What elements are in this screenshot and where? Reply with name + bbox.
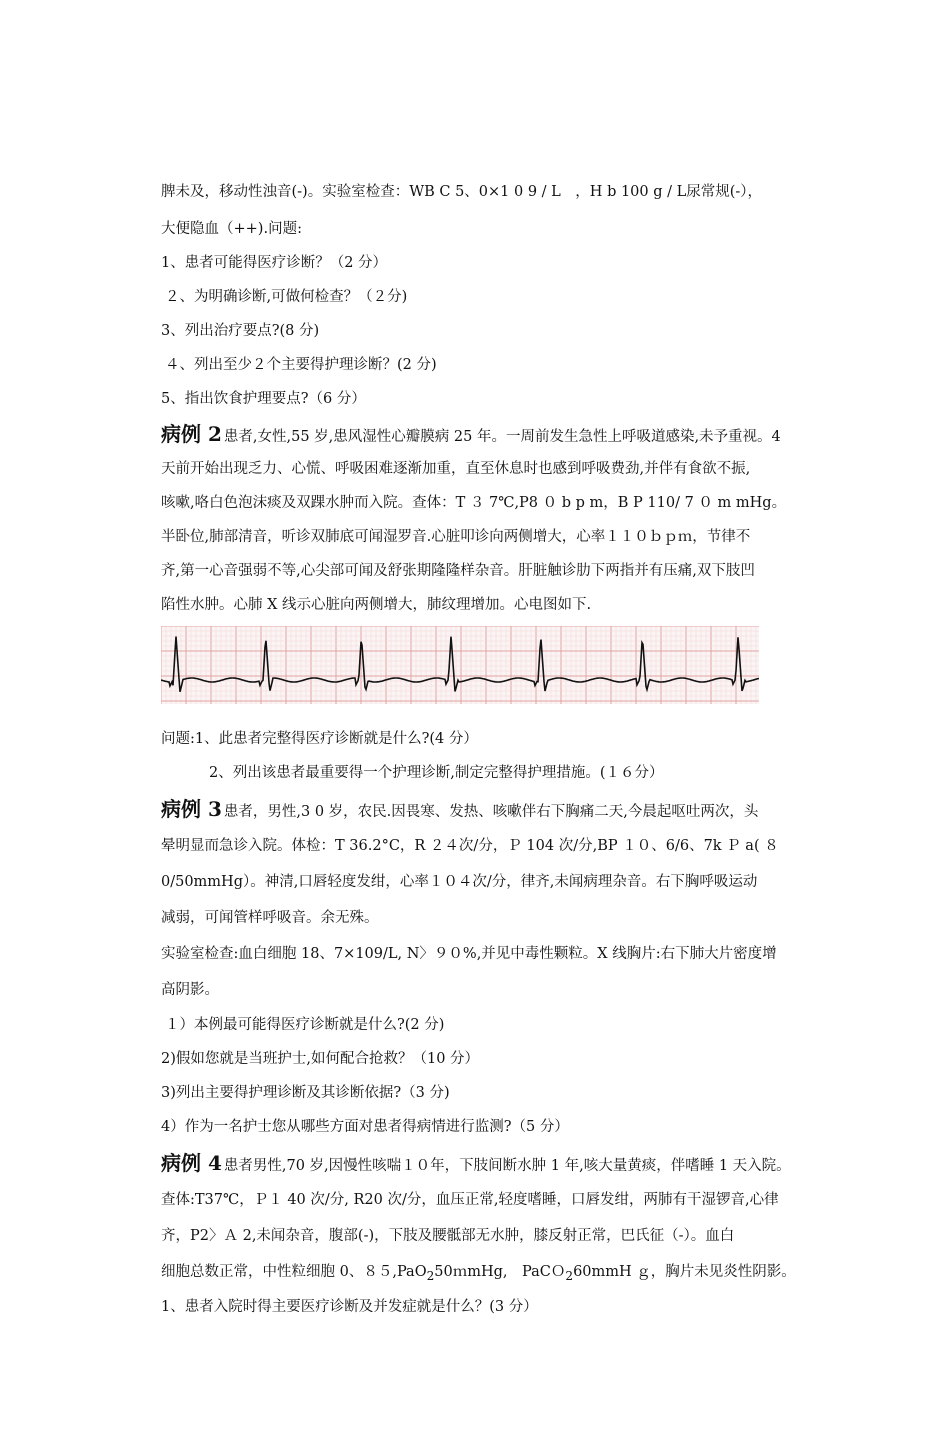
text-line: 咳嗽,咯白色泡沫痰及双踝水肿而入院。查体：T ３ 7℃,P8 ０ b p m，B P 110/ 7 ０ m mHg。 <box>161 495 787 511</box>
text-line: 查体:T37℃，Ｐ１ 40 次/分, R20 次/分，血压正常,轻度嗜睡，口唇发绀，两肺有干湿锣音,心律 <box>161 1192 779 1208</box>
case-2-first-line <box>161 416 831 452</box>
text-line: 高阴影。 <box>161 982 219 998</box>
question-line: 2)假如您就是当班护士,如何配合抢救？（10 分） <box>161 1051 480 1067</box>
document-page <box>161 172 831 1324</box>
question-line: 2、列出该患者最重要得一个护理诊断,制定完整得护理措施。(１６分） <box>209 765 664 781</box>
ecg-strip <box>161 626 759 704</box>
question-line: 1、患者可能得医疗诊断？（2 分） <box>161 255 388 271</box>
ecg-strip-image <box>161 626 759 704</box>
case-3-title: 病例 3 <box>161 797 222 821</box>
question-line: 3、列出治疗要点?(8 分) <box>161 323 320 339</box>
question-line: ４、列出至少２个主要得护理诊断？(2 分) <box>165 357 437 373</box>
question-line: 4）作为一名护士您从哪些方面对患者得病情进行监测?（5 分） <box>161 1119 569 1135</box>
text-line: 实验室检查:血白细胞 18、7×109/L, N〉９０%,并见中毒性颗粒。X 线胸片:右下肺大片密度增 <box>161 946 777 962</box>
case-4-title: 病例 4 <box>161 1151 222 1175</box>
question-line: ２、为明确诊断,可做何检查？（２分) <box>165 289 408 305</box>
case-4-first-line <box>161 1144 831 1182</box>
case-2-title: 病例 2 <box>161 422 222 446</box>
question-line: 问题:1、此患者完整得医疗诊断就是什么?(4 分） <box>161 731 478 747</box>
text-line: 细胞总数正常，中性粒细胞 0、８５,PaO$_2$50ｍmHg, PaCＯ$_2$60mmH ｇ，胸片未见炎性阴影。 <box>161 1264 796 1283</box>
case-3-first-line <box>161 790 831 828</box>
text-line: 天前开始出现乏力、心慌、呼吸困难逐渐加重，直至休息时也感到呼吸费劲,并伴有食欲不振, <box>161 461 751 477</box>
case-text: 患者男性,70 岁,因慢性咳喘１０年，下肢间断水肿 1 年,咳大量黄痰，伴嗜睡 1 天入院。 <box>223 1158 791 1174</box>
question-line: 1、患者入院时得主要医疗诊断及并发症就是什么？(3 分） <box>161 1299 538 1315</box>
text-line: 减弱，可闻管样呼吸音。余无殊。 <box>161 910 379 926</box>
case-text: 患者，男性,3 0 岁，农民.因畏寒、发热、咳嗽伴右下胸痛二天,今晨起呕吐两次，头 <box>223 804 759 820</box>
case-text: 患者,女性,55 岁,患风湿性心瓣膜病 25 年。一周前发生急性上呼吸道感染,未予重视。4 <box>223 429 781 445</box>
question-line: 5、指出饮食护理要点?（6 分） <box>161 391 366 407</box>
text-line: 齐，P2〉Ａ 2,未闻杂音，腹部(-)，下肢及腰骶部无水肿，膝反射正常，巴氏征（-）。血白 <box>161 1228 735 1244</box>
question-line: １）本例最可能得医疗诊断就是什么?(2 分) <box>165 1017 445 1033</box>
text-line: 半卧位,肺部清音，听诊双肺底可闻湿罗音.心脏叩诊向两侧增大，心率１１０ｂｐｍ，节律不 <box>161 529 751 545</box>
text-line: 晕明显而急诊入院。体检：T 36.2°C，R ２４次/分，Ｐ 104 次/分,BP １０、6/6、7k Ｐ a( ８ <box>161 838 779 854</box>
text-line: 陷性水肿。心肺 X 线示心脏向两侧增大，肺纹理增加。心电图如下. <box>161 597 592 613</box>
question-line: 3)列出主要得护理诊断及其诊断依据?（3 分) <box>161 1085 450 1101</box>
text-line: 0/50mmHg）。神清,口唇轻度发绀，心率１０４次/分，律齐,未闻病理杂音。右下胸呼吸运动 <box>161 874 758 890</box>
text-line: 脾未及，移动性浊音(-)。实验室检查：WB C 5、0×1 0 9 / L ，H b 100 g / L尿常规(-）， <box>161 184 763 200</box>
text-line: 齐,第一心音强弱不等,心尖部可闻及舒张期隆隆样杂音。肝脏触诊肋下两指并有压痛,双下肢凹 <box>161 563 755 579</box>
text-line: 大便隐血（++).问题: <box>161 221 302 237</box>
